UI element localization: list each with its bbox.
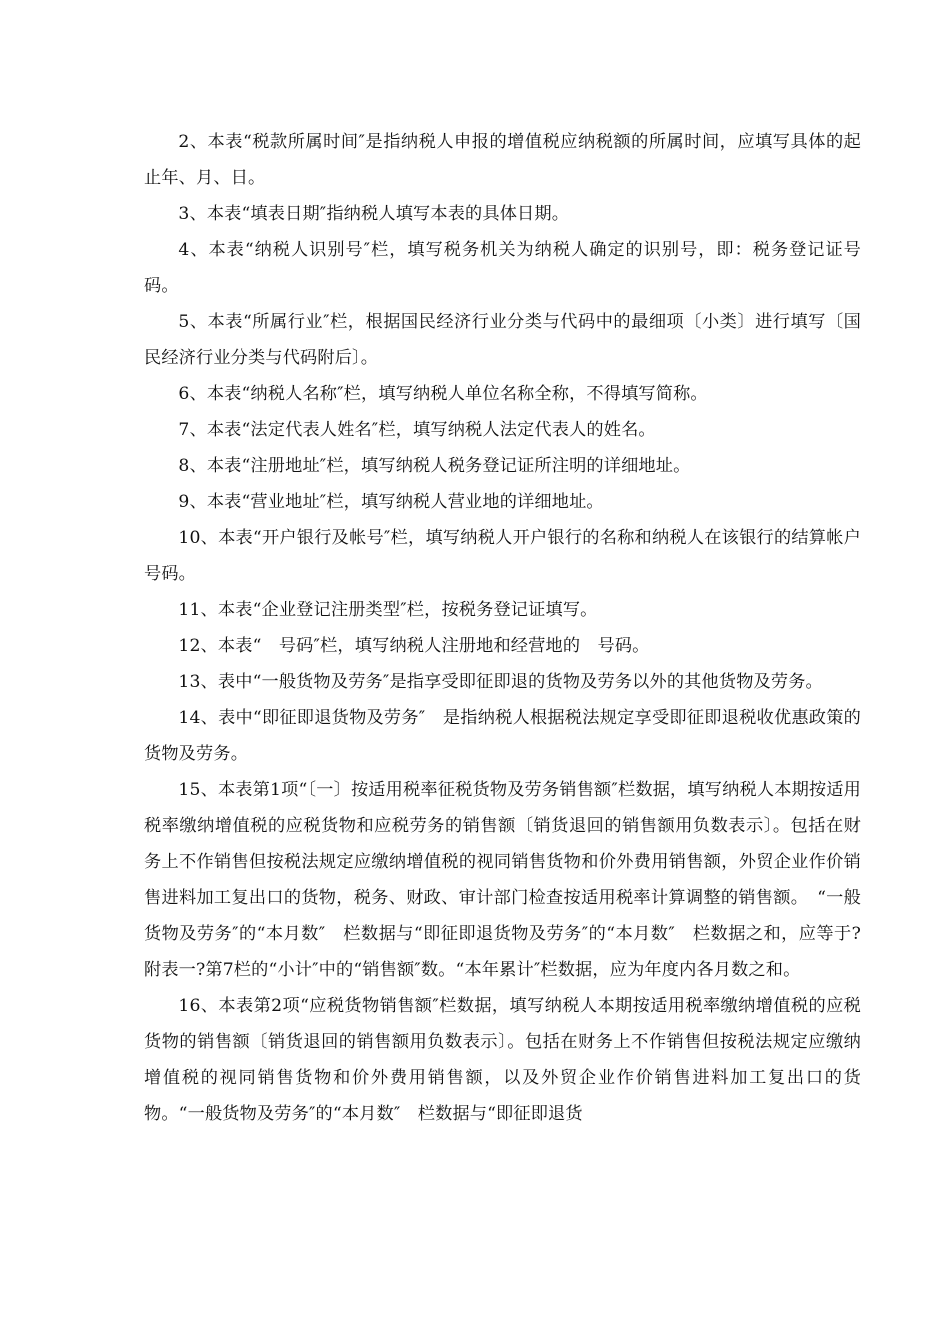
paragraph-item-7: 7、本表“法定代表人姓名″栏，填写纳税人法定代表人的姓名。 bbox=[178, 420, 656, 440]
paragraph-item-4: 4、本表“纳税人识别号″栏，填写税务机关为纳税人确定的识别号，即：税务登记证号码。 bbox=[144, 240, 861, 296]
paragraph-item-15: 15、本表第1项“〔一〕按适用税率征税货物及劳务销售额″栏数据，填写纳税人本期按适用税率缴纳增值税的应税货物和应税劳务的销售额〔销货退回的销售额用负数表示〕。包括在财务上不作销售但按税法规定应缴纳增值税的视同销售货物和价外费用销售额，外贸企业作价销售进料加工复出口的货物，税务、财政、审计部门检查按适用税率计算调整的销售额。 “一般货物及劳务″的“本月数″ 栏数据与“即征即退货物及劳务″的“本月数″ 栏数据之和，应等于?附表一?第7栏的“小计″中的“销售额″数。“本年累计″栏数据，应为年度内各月数之和。 bbox=[144, 780, 861, 980]
paragraph-item-16: 16、本表第2项“应税货物销售额″栏数据，填写纳税人本期按适用税率缴纳增值税的应税货物的销售额〔销货退回的销售额用负数表示〕。包括在财务上不作销售但按税法规定应缴纳增值税的视同销售货物和价外费用销售额，以及外贸企业作价销售进料加工复出口的货物。“一般货物及劳务″的“本月数″ 栏数据与“即征即退货 bbox=[144, 996, 861, 1124]
paragraph-item-12: 12、本表“ 号码″栏，填写纳税人注册地和经营地的 号码。 bbox=[178, 636, 650, 656]
paragraph-item-13: 13、表中“一般货物及劳务″是指享受即征即退的货物及劳务以外的其他货物及劳务。 bbox=[178, 672, 823, 692]
paragraph-item-14: 14、表中“即征即退货物及劳务″ 是指纳税人根据税法规定享受即征即退税收优惠政策的货物及劳务。 bbox=[144, 708, 861, 764]
paragraph-item-11: 11、本表“企业登记注册类型″栏，按税务登记证填写。 bbox=[178, 600, 598, 620]
paragraph-item-10: 10、本表“开户银行及帐号″栏，填写纳税人开户银行的名称和纳税人在该银行的结算帐户号码。 bbox=[144, 528, 861, 584]
paragraph-item-9: 9、本表“营业地址″栏，填写纳税人营业地的详细地址。 bbox=[178, 492, 604, 512]
paragraph-item-3: 3、本表“填表日期″指纳税人填写本表的具体日期。 bbox=[178, 204, 570, 224]
paragraph-item-2: 2、本表“税款所属时间″是指纳税人申报的增值税应纳税额的所属时间，应填写具体的起止年、月、日。 bbox=[144, 132, 861, 188]
document-body bbox=[144, 124, 861, 1132]
paragraph-item-6: 6、本表“纳税人名称″栏，填写纳税人单位名称全称，不得填写简称。 bbox=[178, 384, 708, 404]
paragraph-item-8: 8、本表“注册地址″栏，填写纳税人税务登记证所注明的详细地址。 bbox=[178, 456, 691, 476]
paragraph-item-5: 5、本表“所属行业″栏，根据国民经济行业分类与代码中的最细项〔小类〕进行填写〔国民经济行业分类与代码附后〕。 bbox=[144, 312, 861, 368]
